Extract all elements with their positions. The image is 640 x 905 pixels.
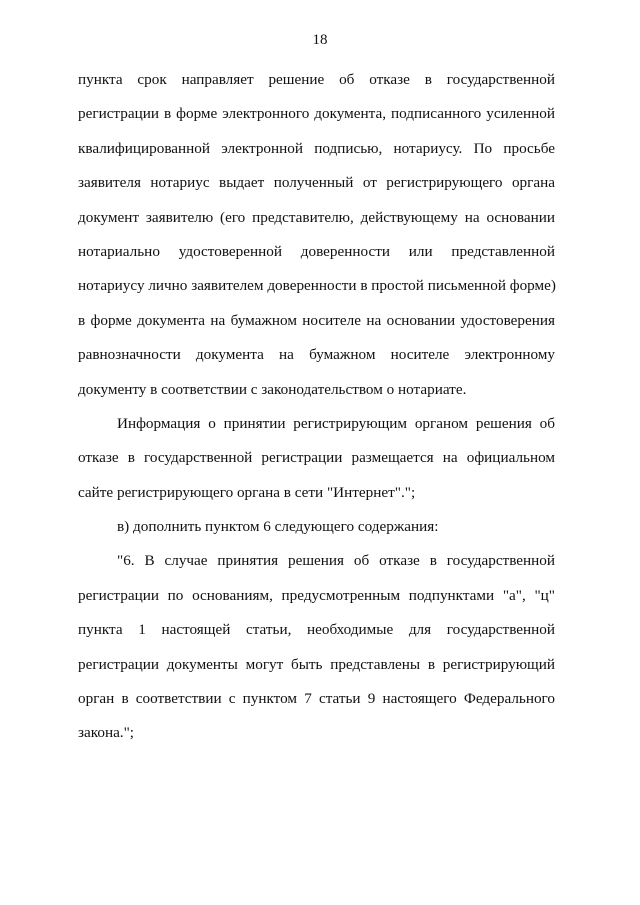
text-line: заявителя нотариус выдает полученный от регистрирующего органа <box>78 174 555 192</box>
text-line: регистрации по основаниям, предусмотренным подпунктами "а", "ц" <box>78 586 555 604</box>
document-body <box>78 63 555 751</box>
amendment-item-line: в) дополнить пунктом 6 следующего содержания: <box>117 518 439 536</box>
text-line: пункта 1 настоящей статьи, необходимые для государственной <box>78 621 555 639</box>
text-line: орган в соответствии с пунктом 7 статьи 9 настоящего Федерального <box>78 690 555 708</box>
paragraph-last-line: документу в соответствии с законодательством о нотариате. <box>78 380 467 398</box>
text-line: регистрации в форме электронного документа, подписанного усиленной <box>78 105 555 123</box>
text-line: пункта срок направляет решение об отказе в государственной <box>78 71 555 88</box>
text-line: квалифицированной электронной подписью, нотариусу. По просьбе <box>78 139 555 157</box>
text-line: документ заявителю (его представителю, действующему на основании <box>78 208 555 226</box>
text-line: нотариально удостоверенной доверенности или представленной <box>78 242 555 260</box>
text-line: в форме документа на бумажном носителе на основании удостоверения <box>78 311 555 329</box>
paragraph-last-line: сайте регистрирующего органа в сети "Интернет"."; <box>78 483 416 501</box>
paragraph-last-line: закона."; <box>78 724 135 742</box>
text-line: равнозначности документа на бумажном носителе электронному <box>78 346 555 364</box>
page-number: 18 <box>312 32 328 48</box>
text-line: отказе в государственной регистрации размещается на официальном <box>78 449 555 467</box>
text-line: нотариусу лично заявителем доверенности в простой письменной форме) <box>78 277 556 295</box>
paragraph-first-line: Информация о принятии регистрирующим органом решения об <box>117 414 555 432</box>
paragraph-first-line: "6. В случае принятия решения об отказе в государственной <box>117 552 555 570</box>
text-line: регистрации документы могут быть представлены в регистрирующий <box>78 655 555 673</box>
